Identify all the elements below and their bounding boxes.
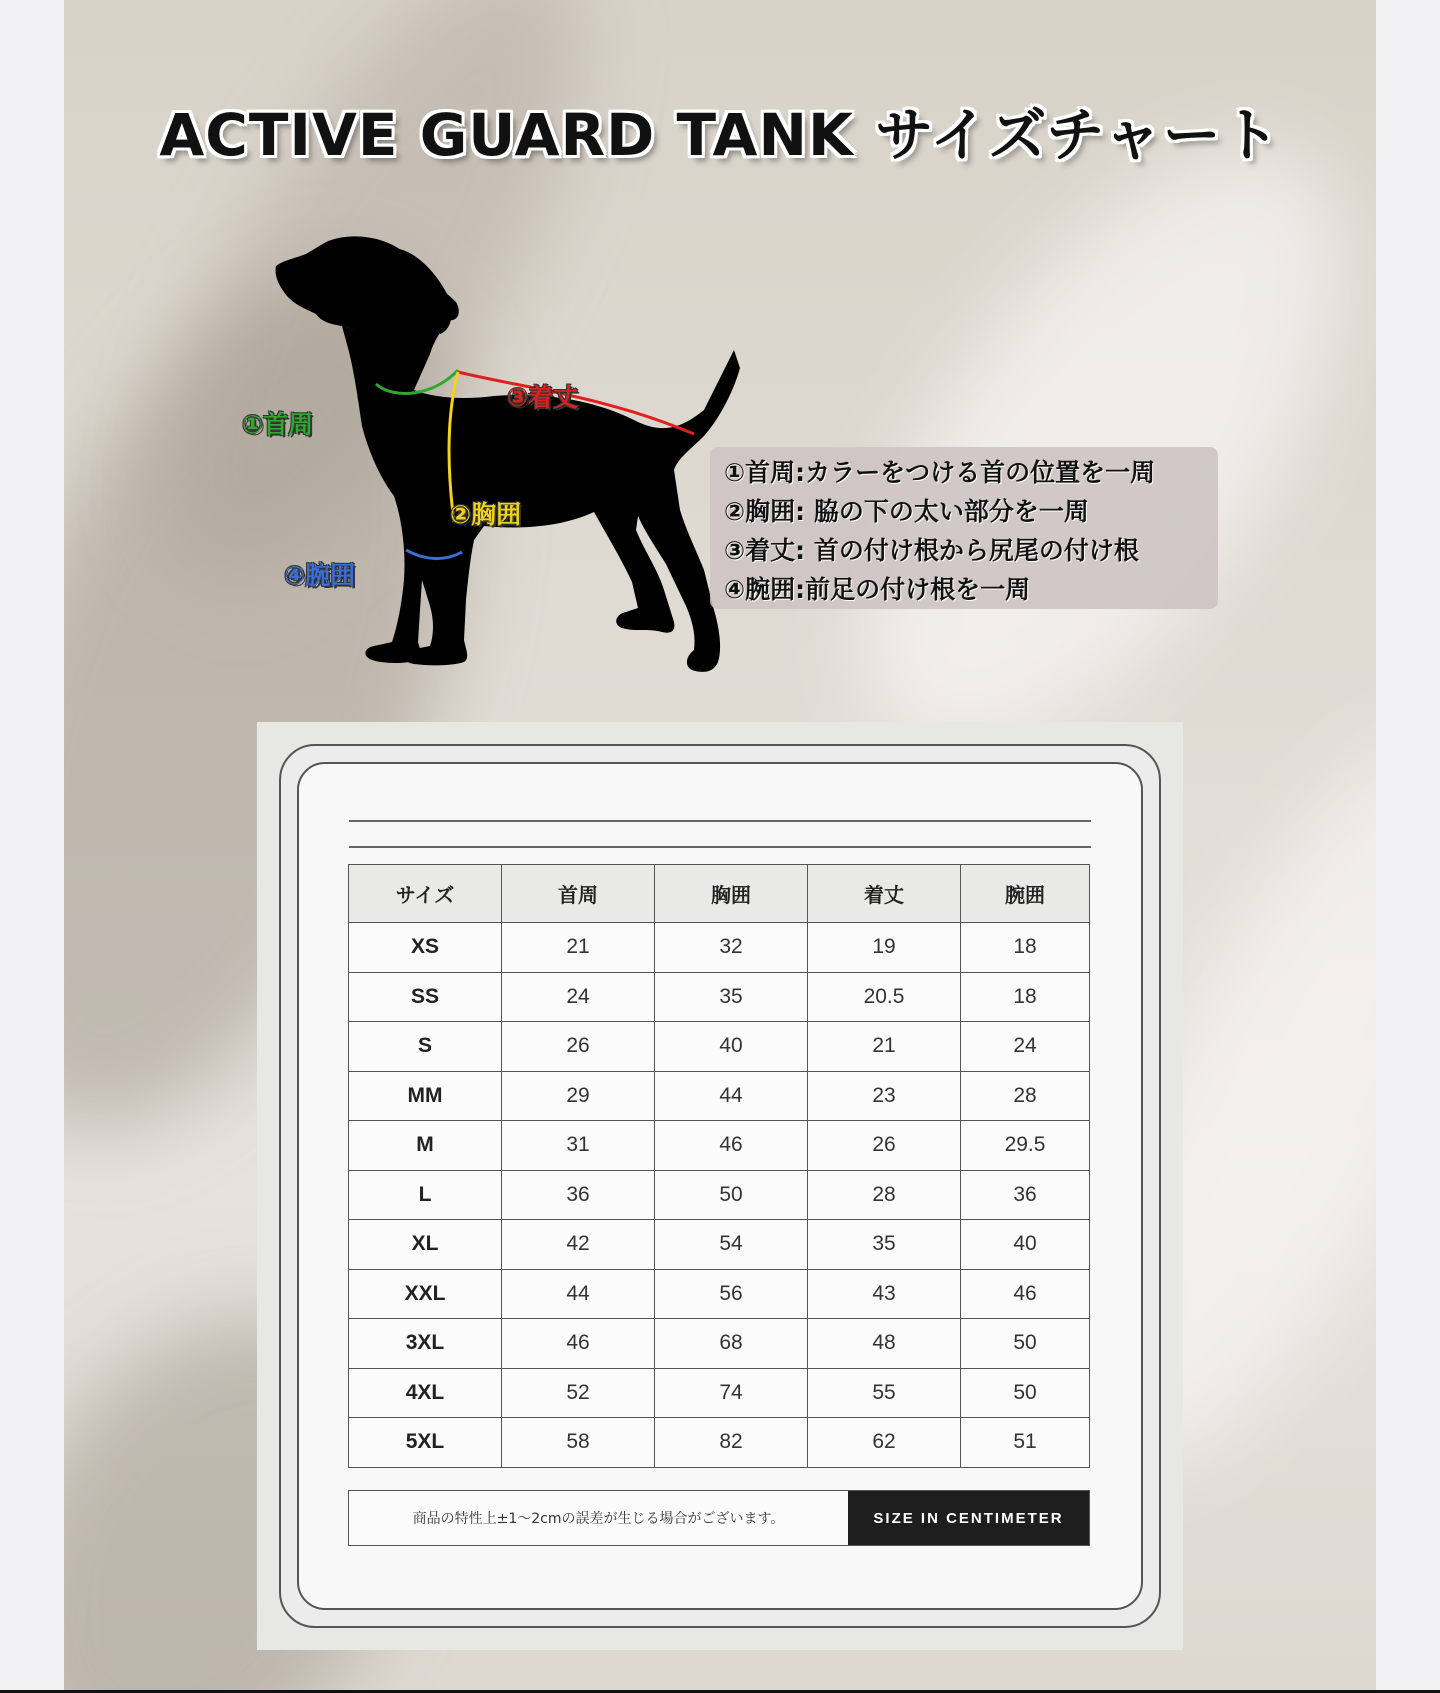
size-cell: MM (349, 1071, 502, 1121)
legend-item-length: ③着丈: 首の付け根から尻尾の付け根 (724, 536, 1139, 565)
measurement-cell: 52 (502, 1368, 655, 1418)
measurement-cell: 28 (808, 1170, 961, 1220)
size-cell: XL (349, 1220, 502, 1270)
size-cell: L (349, 1170, 502, 1220)
table-row (349, 1170, 1090, 1220)
measurement-cell: 50 (961, 1319, 1090, 1369)
legend-item-arm: ④腕囲:前足の付け根を一周 (724, 575, 1031, 604)
measurement-cell: 21 (808, 1022, 961, 1072)
legend-item-chest: ②胸囲: 脇の下の太い部分を一周 (724, 497, 1089, 526)
measurement-cell: 50 (961, 1368, 1090, 1418)
measurement-cell: 46 (502, 1319, 655, 1369)
table-row (349, 1022, 1090, 1072)
dog-silhouette-icon (275, 236, 740, 672)
measurement-cell: 40 (961, 1220, 1090, 1270)
table-row (349, 1368, 1090, 1418)
arm-label: ④腕囲 (284, 561, 356, 590)
size-cell: S (349, 1022, 502, 1072)
size-cell: SS (349, 972, 502, 1022)
measurement-cell: 21 (502, 923, 655, 973)
header-chest: 胸囲 (655, 865, 808, 923)
divider (349, 820, 1091, 822)
length-label: ③着丈 (507, 383, 579, 412)
measurement-cell: 35 (655, 972, 808, 1022)
measurement-cell: 68 (655, 1319, 808, 1369)
measurement-cell: 82 (655, 1418, 808, 1468)
table-row (349, 1121, 1090, 1171)
table-row (349, 1418, 1090, 1468)
measurement-cell: 48 (808, 1319, 961, 1369)
tolerance-note: 商品の特性上±1〜2cmの誤差が生じる場合がございます。 (412, 1511, 785, 1527)
measurement-cell: 42 (502, 1220, 655, 1270)
size-cell: 4XL (349, 1368, 502, 1418)
measurement-cell: 36 (961, 1170, 1090, 1220)
size-table (348, 864, 1090, 1468)
header-arm: 腕囲 (961, 865, 1090, 923)
measurement-cell: 46 (961, 1269, 1090, 1319)
table-row (349, 1269, 1090, 1319)
measurement-cell: 51 (961, 1418, 1090, 1468)
measurement-cell: 62 (808, 1418, 961, 1468)
size-table-card (257, 722, 1183, 1650)
card-inner (297, 762, 1143, 1610)
note-bar (348, 1490, 1090, 1546)
measurement-cell: 19 (808, 923, 961, 973)
measurement-cell: 23 (808, 1071, 961, 1121)
size-cell: M (349, 1121, 502, 1171)
measurement-cell: 56 (655, 1269, 808, 1319)
neck-label: ①首周 (242, 410, 314, 439)
size-cell: 3XL (349, 1319, 502, 1369)
measurement-cell: 24 (502, 972, 655, 1022)
table-body (349, 923, 1090, 1468)
size-cell: 5XL (349, 1418, 502, 1468)
header-neck: 首周 (502, 865, 655, 923)
measurement-cell: 46 (655, 1121, 808, 1171)
measurement-cell: 50 (655, 1170, 808, 1220)
measurement-cell: 28 (961, 1071, 1090, 1121)
header-length: 着丈 (808, 865, 961, 923)
measurement-cell: 43 (808, 1269, 961, 1319)
table-row (349, 923, 1090, 973)
table-row (349, 972, 1090, 1022)
divider (349, 846, 1091, 848)
measurement-cell: 55 (808, 1368, 961, 1418)
measurement-cell: 36 (502, 1170, 655, 1220)
unit-tag: SIZE IN CENTIMETER (848, 1491, 1089, 1545)
measurement-cell: 54 (655, 1220, 808, 1270)
measurement-cell: 29 (502, 1071, 655, 1121)
table-row (349, 1220, 1090, 1270)
measurement-cell: 44 (502, 1269, 655, 1319)
measurement-cell: 35 (808, 1220, 961, 1270)
header-size: サイズ (349, 865, 502, 923)
card-frame (279, 744, 1161, 1628)
page-title: ACTIVE GUARD TANK サイズチャート (159, 101, 1281, 169)
measurement-cell: 74 (655, 1368, 808, 1418)
measurement-cell: 20.5 (808, 972, 961, 1022)
measurement-legend (710, 447, 1218, 609)
measurement-cell: 58 (502, 1418, 655, 1468)
measurement-cell: 40 (655, 1022, 808, 1072)
table-header-row (349, 865, 1090, 923)
measurement-cell: 29.5 (961, 1121, 1090, 1171)
table-row (349, 1071, 1090, 1121)
legend-item-neck: ①首周:カラーをつける首の位置を一周 (724, 458, 1156, 487)
measurement-cell: 31 (502, 1121, 655, 1171)
measurement-cell: 44 (655, 1071, 808, 1121)
measurement-cell: 18 (961, 923, 1090, 973)
measurement-cell: 18 (961, 972, 1090, 1022)
table-row (349, 1319, 1090, 1369)
measurement-cell: 26 (808, 1121, 961, 1171)
size-cell: XS (349, 923, 502, 973)
measurement-cell: 32 (655, 923, 808, 973)
size-cell: XXL (349, 1269, 502, 1319)
chest-label: ②胸囲 (450, 500, 522, 529)
size-chart-poster (64, 0, 1376, 1690)
measurement-cell: 26 (502, 1022, 655, 1072)
measurement-cell: 24 (961, 1022, 1090, 1072)
